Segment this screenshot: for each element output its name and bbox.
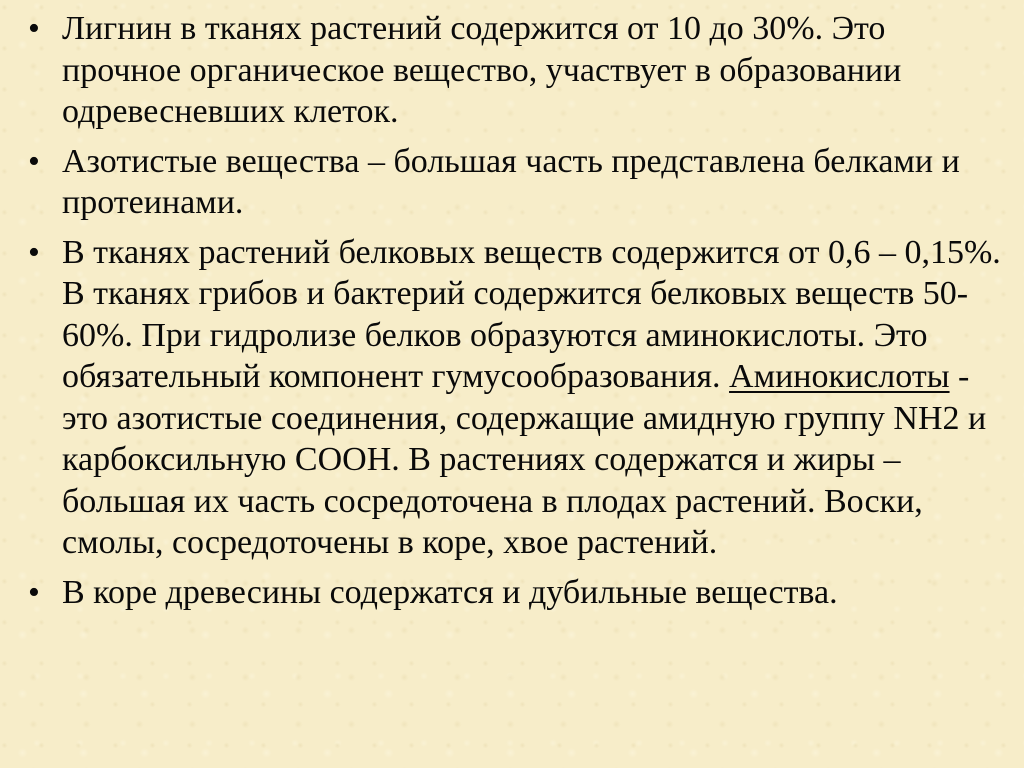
amino-acids-link[interactable]: Аминокислоты bbox=[729, 358, 950, 395]
bullet-text: Лигнин в тканях растений содержится от 10 до 30%. Это прочное органическое вещество, участвует в образовании одревесневших клеток. bbox=[62, 10, 902, 130]
bullet-text: Азотистые вещества – большая часть представлена белками и протеинами. bbox=[62, 142, 960, 221]
bullet-dot-icon: • bbox=[28, 142, 40, 180]
bullet-dot-icon: • bbox=[28, 573, 40, 611]
bullet-text-after: - это азотистые соединения, содержащие амидную группу NH2 и карбоксильную СООН. В растениях содержатся и жиры – большая их часть сосредоточена в плодах растений. Воски, смолы, сосредоточены в коре, хвое растений. bbox=[62, 358, 987, 561]
bullet-item-nitrogen bbox=[24, 141, 1008, 224]
bullet-dot-icon: • bbox=[28, 233, 40, 271]
bullet-item-proteins bbox=[24, 232, 1008, 564]
bullet-dot-icon: • bbox=[28, 10, 40, 47]
bullet-item-tannins bbox=[24, 572, 1008, 614]
bullet-text: В коре древесины содержатся и дубильные вещества. bbox=[62, 573, 838, 611]
bullet-text-before: В тканях растений белковых веществ содержится от 0,6 – 0,15%. В тканях грибов и бактерий содержится белковых веществ 50-60%. При гидролизе белков образуются аминокислоты. Это обязательный компонент гумусообразования. bbox=[62, 233, 1001, 395]
bullet-item-lignin bbox=[24, 8, 1008, 133]
bullet-list bbox=[24, 8, 1008, 621]
